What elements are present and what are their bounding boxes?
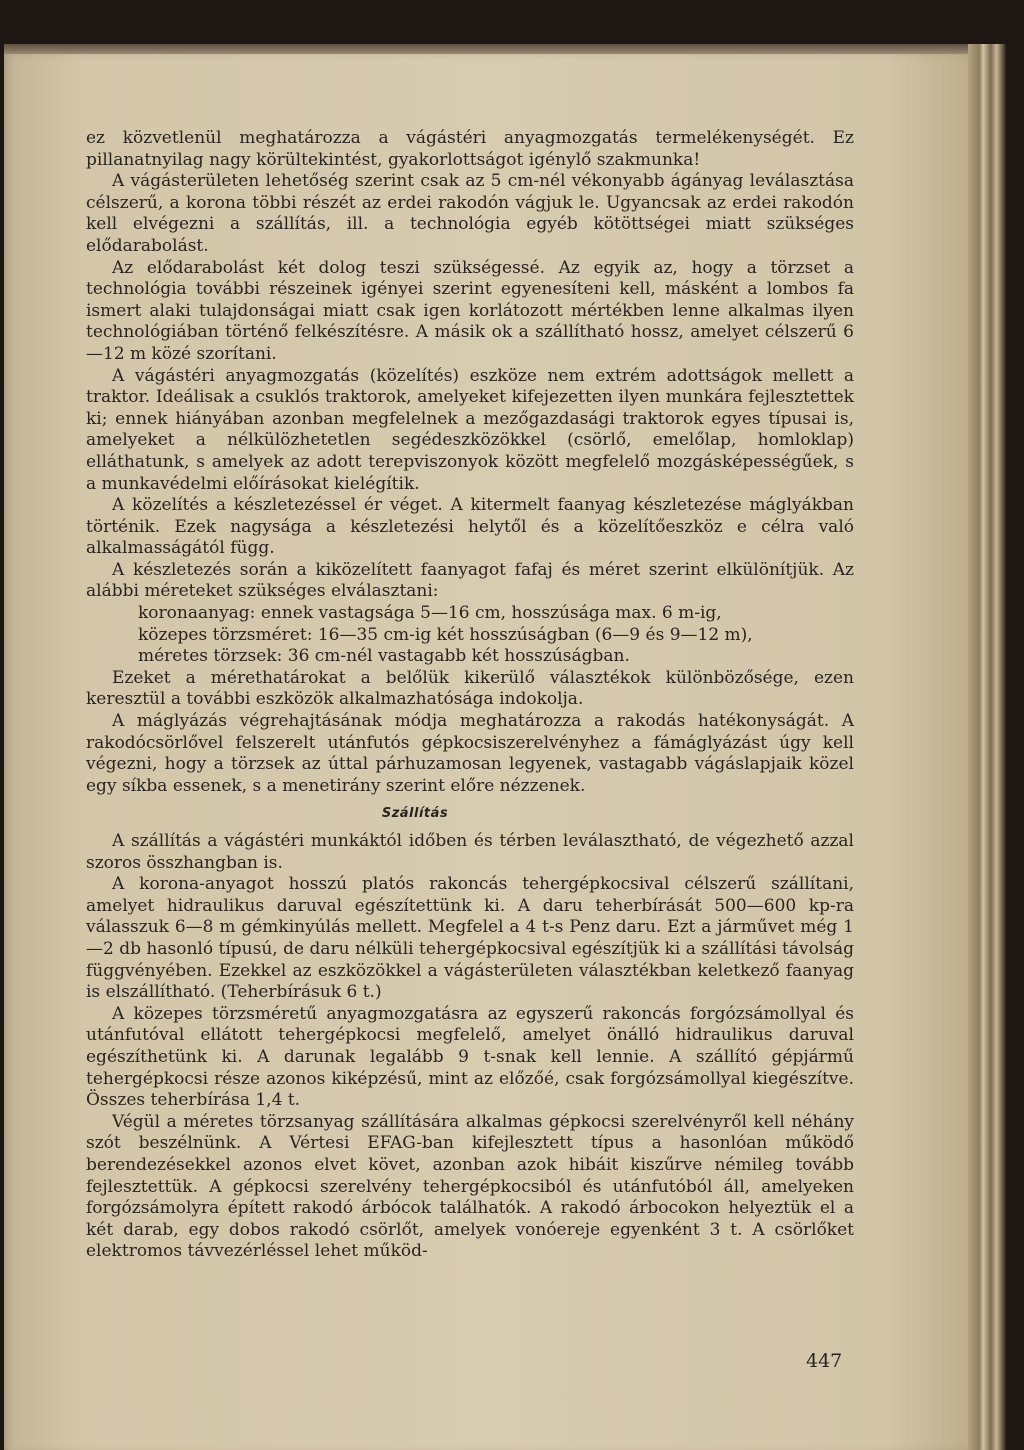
paragraph: A szállítás a vágástéri munkáktól időben és térben leválasztható, de végezhető azzal szoros összhangban is. [86, 831, 854, 873]
page-top-edge [4, 44, 984, 54]
paragraph: A korona-anyagot hosszú platós rakoncás tehergépkocsival célszerű szállítani, amelyet hidraulikus daruval egészítettünk ki. A daru teherbírását 500—600 kp-ra válasszuk 6—8 m gémkinyúlás mellett. Megfelel a 4 t-s Penz daru. Ezt a járművet még 1—2 db hasonló típusú, de daru nélküli tehergépkocsival egészítjük ki a szállítási távolság függvényében. Ezekkel az eszközökkel a vágásterületen választékban keletkező faanyag is elszállítható. (Teherbírásuk 6 t.) [86, 874, 854, 1003]
paragraph: ez közvetlenül meghatározza a vágástéri anyagmozgatás termelékenységét. Ez pillanatnyilag nagy körültekintést, gyakorlottságot igénylő szakmunka! [86, 128, 854, 170]
body-text [86, 128, 854, 1263]
size-list [86, 603, 854, 668]
paragraph: A közepes törzsméretű anyagmozgatásra az egyszerű rakoncás forgózsámollyal és utánfutóval ellátott tehergépkocsi megfelelő, amelyet önálló hidraulikus daruval egészíthetünk ki. A darunak legalább 9 t-snak kell lennie. A szállító gépjármű tehergépkocsi része azonos kiképzésű, mint az előzőé, csak forgózsámollyal kiegészítve. Összes teherbírása 1,4 t. [86, 1003, 854, 1111]
page-number: 447 [806, 1350, 843, 1372]
paragraph: Ezeket a mérethatárokat a belőlük kikerülő választékok különbözősége, ezen keresztül a további eszközök alkalmazhatósága indokolja. [86, 667, 854, 710]
paragraph: Végül a méretes törzsanyag szállítására alkalmas gépkocsi szerelvényről kell néhány szót beszélnünk. A Vértesi EFAG-ban kifejlesztett típus a hasonlóan működő berendezésekkel azonos elvet követ, azonban azok hibáit kiszűrve némileg tovább fejlesztettük. A gépkocsi szerelvény tehergépkocsiból és utánfutóból áll, amelyeken forgózsámolyra épített rakodó árbócok találhatók. A rakodó árbocokon helyeztük el a két darab, egy dobos rakodó csörlőt, amelyek vonóereje egyenként 3 t. A csörlőket elektromos távvezérléssel lehet működ- [86, 1111, 854, 1262]
paragraph: A máglyázás végrehajtásának módja meghatározza a rakodás hatékonyságát. A rakodócsörlővel felszerelt utánfutós gépkocsiszerelvényhez a fámáglyázást úgy kell végezni, hogy a törzsek az úttal párhuzamosan legyenek, vastagabb vágáslapjaik közel egy síkba essenek, s a menetirány szerint előre nézzenek. [86, 711, 854, 796]
list-item: méretes törzsek: 36 cm-nél vastagabb két hosszúságban. [138, 646, 630, 667]
paragraph: A vágásterületen lehetőség szerint csak az 5 cm-nél vékonyabb ágányag leválasztása célszerű, a korona többi részét az erdei rakodón vágjuk le. Ugyancsak az erdei rakodón kell elvégezni a szállítás, ill. a technológia egyéb kötöttségei miatt szükséges elődarabolást. [86, 171, 854, 256]
section-heading: Szállítás [381, 806, 449, 822]
list-item: koronaanyag: ennek vastagsága 5—16 cm, hosszúsága max. 6 m-ig, [138, 603, 722, 624]
book-edge [968, 44, 1006, 1450]
list-item: közepes törzsméret: 16—35 cm-ig két hosszúságban (6—9 és 9—12 m), [138, 624, 753, 645]
paragraph: Az elődarabolást két dolog teszi szükségessé. Az egyik az, hogy a törzset a technológia további részeinek igényei szerint egyenesíteni kell, másként a lombos fa ismert alaki tulajdonságai miatt csak igen korlátozott mértékben lenne alkalmas ilyen technológiában történő felkészítésre. A másik ok a szállítható hossz, amelyet célszerű 6—12 m közé szorítani. [86, 257, 854, 364]
paragraph: A vágástéri anyagmozgatás (közelítés) eszköze nem extrém adottságok mellett a traktor. Ideálisak a csuklós traktorok, amelyeket kifejezetten ilyen munkára fejlesztettek ki; ennek hiányában azonban megfelelnek a mezőgazdasági traktorok egyes típusai is, amelyeket a nélkülözhetetlen segédeszközökkel (csörlő, emelőlap, homloklap) elláthatunk, s amelyek az adott terepviszonyok között megfelelő mozgásképességűek, s a munkavédelmi előírásokat kielégítik. [86, 365, 854, 494]
paragraph: A közelítés a készletezéssel ér véget. A kitermelt faanyag készletezése máglyákban történik. Ezek nagysága a készletezési helytől és a közelítőeszköz e célra való alkalmasságától függ. [86, 495, 854, 559]
paragraph: A készletezés során a kiközelített faanyagot fafaj és méret szerint elkülönítjük. Az alábbi méreteket szükséges elválasztani: [86, 559, 854, 602]
